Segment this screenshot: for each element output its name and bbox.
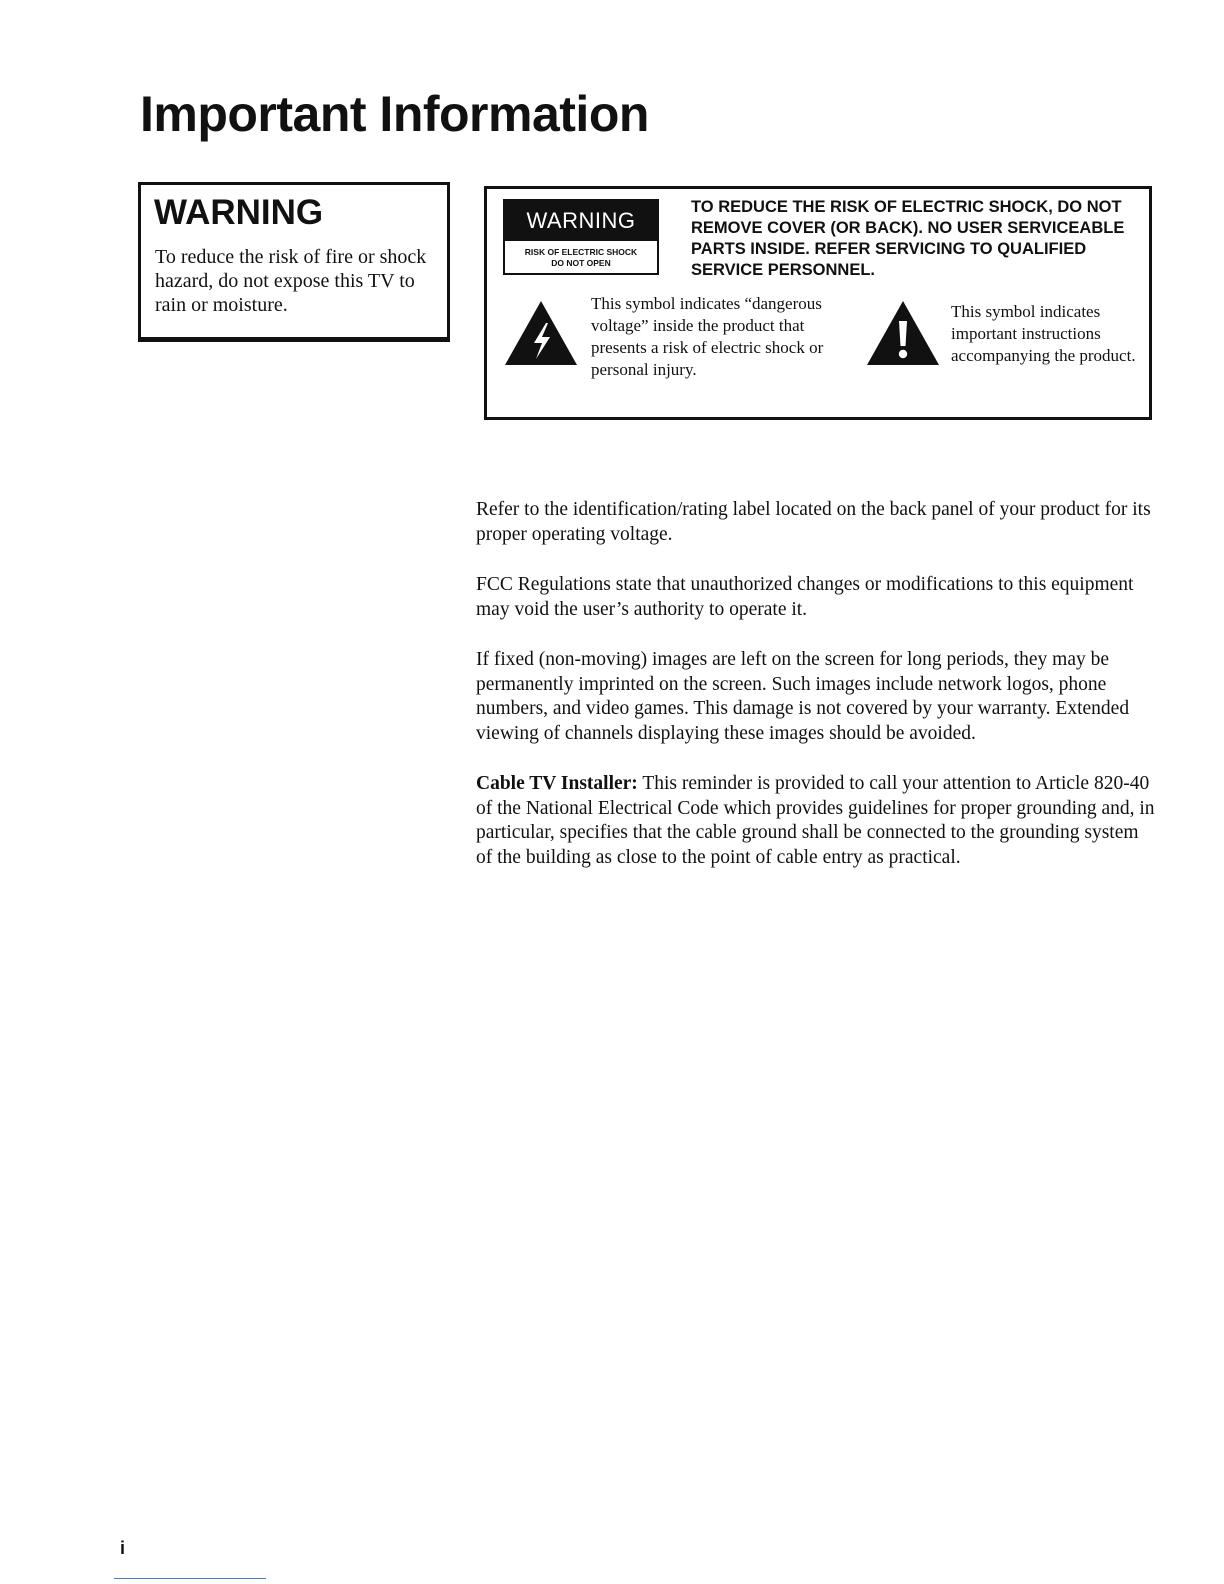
page-title: Important Information	[140, 86, 649, 142]
shock-label-subtext	[505, 241, 657, 269]
page-number: i	[120, 1538, 126, 1558]
shock-label-line1: RISK OF ELECTRIC SHOCK	[524, 247, 638, 257]
exclamation-triangle-icon	[865, 299, 945, 371]
fire-warning-box	[138, 182, 450, 342]
instruction-symbol-text: This symbol indicates important instructions accompanying the product.	[951, 302, 1136, 365]
fcc-paragraph: FCC Regulations state that unauthorized changes or modifications to this equipment may void the user’s authority to operate it.	[476, 574, 1134, 620]
voltage-symbol-text: This symbol indicates “dangerous voltage” inside the product that presents a risk of electric shock or personal injury.	[591, 294, 824, 379]
cable-installer-lead: Cable TV Installer:	[476, 773, 638, 794]
lightning-triangle-icon	[503, 299, 583, 371]
shock-caution-text: TO REDUCE THE RISK OF ELECTRIC SHOCK, DO NOT REMOVE COVER (OR BACK). NO USER SERVICEABLE PARTS INSIDE. REFER SERVICING TO QUALIFIED SERVICE PERSONNEL.	[691, 198, 1125, 279]
cable-installer-paragraph	[476, 772, 1156, 870]
electric-shock-warning-box	[484, 186, 1152, 420]
information-paragraphs	[476, 498, 1156, 896]
shock-label-line2: DO NOT OPEN	[551, 258, 611, 268]
fixed-images-paragraph: If fixed (non-moving) images are left on the screen for long periods, they may be permanently imprinted on the screen. Such images include network logos, phone numbers, and video games. This damage is not covered by your warranty. Extended viewing of channels displaying these images should be avoided.	[476, 649, 1130, 744]
cable-installer-text: This reminder is provided to call your attention to Article 820-40 of the National Electrical Code which provides guidelines for proper grounding and, in particular, specifies that the cable ground shall be connected to the grounding system of the building as close to the point of cable entry as practical.	[476, 773, 1155, 868]
shock-label-title: WARNING	[505, 201, 657, 241]
fire-warning-text: To reduce the risk of fire or shock hazard, do not expose this TV to rain or moisture.	[155, 246, 427, 316]
rating-label-paragraph: Refer to the identification/rating label located on the back panel of your product for its proper operating voltage.	[476, 499, 1151, 545]
shock-warning-label	[503, 199, 659, 275]
fire-warning-heading: WARNING	[154, 193, 324, 232]
footer-rule	[114, 1578, 266, 1579]
